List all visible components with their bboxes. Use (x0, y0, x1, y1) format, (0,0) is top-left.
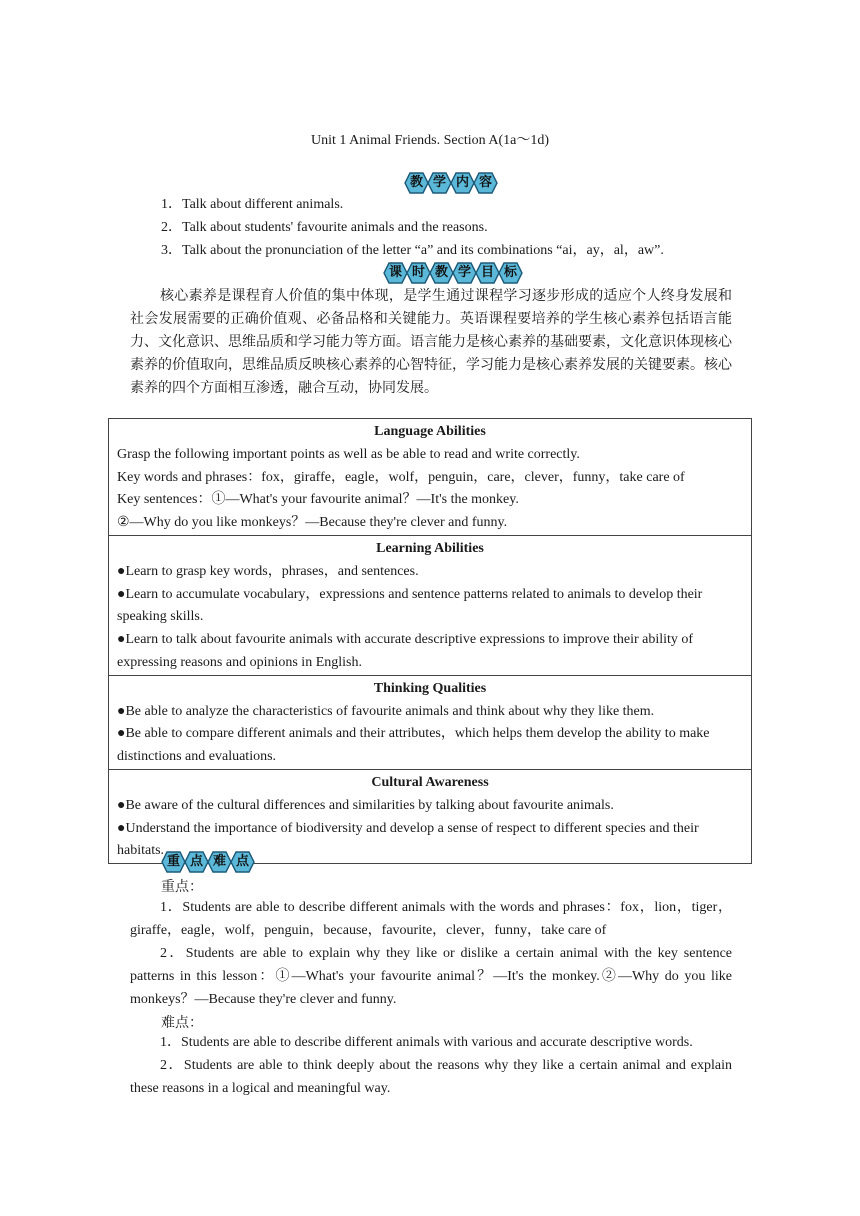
badge-hex: 标 (498, 262, 523, 284)
core-literacy-paragraph: 核心素养是课程育人价值的集中体现，是学生通过课程学习逐步形成的适应个人终身发展和社会发展需要的正确价值观、必备品格和关键能力。英语课程要培养的学生核心素养包括语言能力、文化意识、思维品质和学习能力等方面。语言能力是核心素养的基础要素，文化意识体现核心素养的价值取向，思维品质反映核心素养的心智特征，学习能力是核心素养发展的关键要素。核心素养的四个方面相互渗透，融合互动，协同发展。 (130, 289, 732, 396)
table-row (109, 419, 752, 536)
badge-hex: 课 (383, 262, 408, 284)
badge-lesson-goals (383, 262, 521, 284)
badge-hex: 内 (450, 172, 475, 194)
table-cell (109, 769, 752, 863)
badge-hex: 目 (475, 262, 500, 284)
row-text: ②—Why do you like monkeys？—Because they're clever and funny. (117, 515, 508, 531)
key-points-label: 重点： (161, 880, 203, 895)
content-item-3: 3．Talk about the pronunciation of the letter “a” and its combinations “ai，ay，al，aw”. (161, 243, 664, 258)
row-text: Key sentences：①—What's your favourite animal？—It's the monkey. (117, 492, 519, 508)
badge-hex: 难 (207, 851, 232, 873)
row-heading: Thinking Qualities (373, 680, 487, 696)
table-row (109, 675, 752, 769)
row-text: ●Learn to talk about favourite animals with accurate descriptive expressions to improve their ability of expressing reasons and opinions in English. (117, 632, 694, 670)
difficult-point-2: 2．Students are able to think deeply about the reasons why they like a certain animal and explain these reasons in a logical and meaningful way. (130, 1058, 732, 1096)
badge-hex: 学 (452, 262, 477, 284)
badge-hex: 重 (161, 851, 186, 873)
content-item-1: 1．Talk about different animals. (161, 197, 344, 212)
badge-hex: 教 (404, 172, 429, 194)
row-text: ●Be aware of the cultural differences and similarities by talking about favourite animals. (117, 797, 614, 813)
badge-hex: 学 (427, 172, 452, 194)
key-point-2: 2．Students are able to explain why they like or dislike a certain animal with the key sentence patterns in this lesson：①—What's your favourite animal？—It's the monkey.②—Why do you like monkeys？—Because they're clever and funny. (130, 946, 732, 1007)
row-text: ●Learn to grasp key words，phrases，and sentences. (117, 563, 419, 579)
badge-hex: 时 (406, 262, 431, 284)
goals-table (108, 418, 752, 864)
badge-hex: 教 (429, 262, 454, 284)
row-text: Key words and phrases：fox，giraffe，eagle，wolf，penguin，care，clever，funny，take care of (117, 469, 685, 485)
row-heading: Language Abilities (374, 424, 486, 439)
difficult-points-label: 难点： (161, 1016, 203, 1031)
document-title: Unit 1 Animal Friends. Section A(1a～1d) (311, 133, 549, 148)
content-item-2: 2．Talk about students' favourite animals and the reasons. (161, 220, 488, 235)
badge-hex: 点 (230, 851, 255, 873)
table-cell (109, 675, 752, 769)
badge-teaching-content (404, 172, 496, 194)
row-text: Grasp the following important points as well as be able to read and write correctly. (117, 446, 580, 462)
row-heading: Cultural Awareness (371, 774, 489, 790)
row-text: ●Be able to compare different animals and their attributes，which helps them develop the ability to make distinctions and evaluations. (117, 726, 710, 765)
badge-hex: 点 (184, 851, 209, 873)
difficult-point-1: 1．Students are able to describe different animals with various and accurate descriptive words. (160, 1035, 693, 1050)
table-cell (109, 535, 752, 675)
badge-hex: 容 (473, 172, 498, 194)
row-heading: Learning Abilities (376, 540, 484, 556)
table-row (109, 769, 752, 863)
row-text: ●Learn to accumulate vocabulary，expressions and sentence patterns related to animals to develop their speaking skills. (117, 586, 703, 625)
table-row (109, 535, 752, 675)
key-point-1: 1．Students are able to describe different animals with the words and phrases：fox，lion，tiger，giraffe，eagle，wolf，penguin，because，favourite，clever，funny，take care of (130, 900, 732, 938)
table-cell (109, 419, 752, 536)
row-text: ●Understand the importance of biodiversity and develop a sense of respect to different species and their habitats. (117, 820, 699, 859)
badge-key-difficult (161, 851, 253, 873)
row-text: ●Be able to analyze the characteristics of favourite animals and think about why they like them. (117, 703, 655, 719)
